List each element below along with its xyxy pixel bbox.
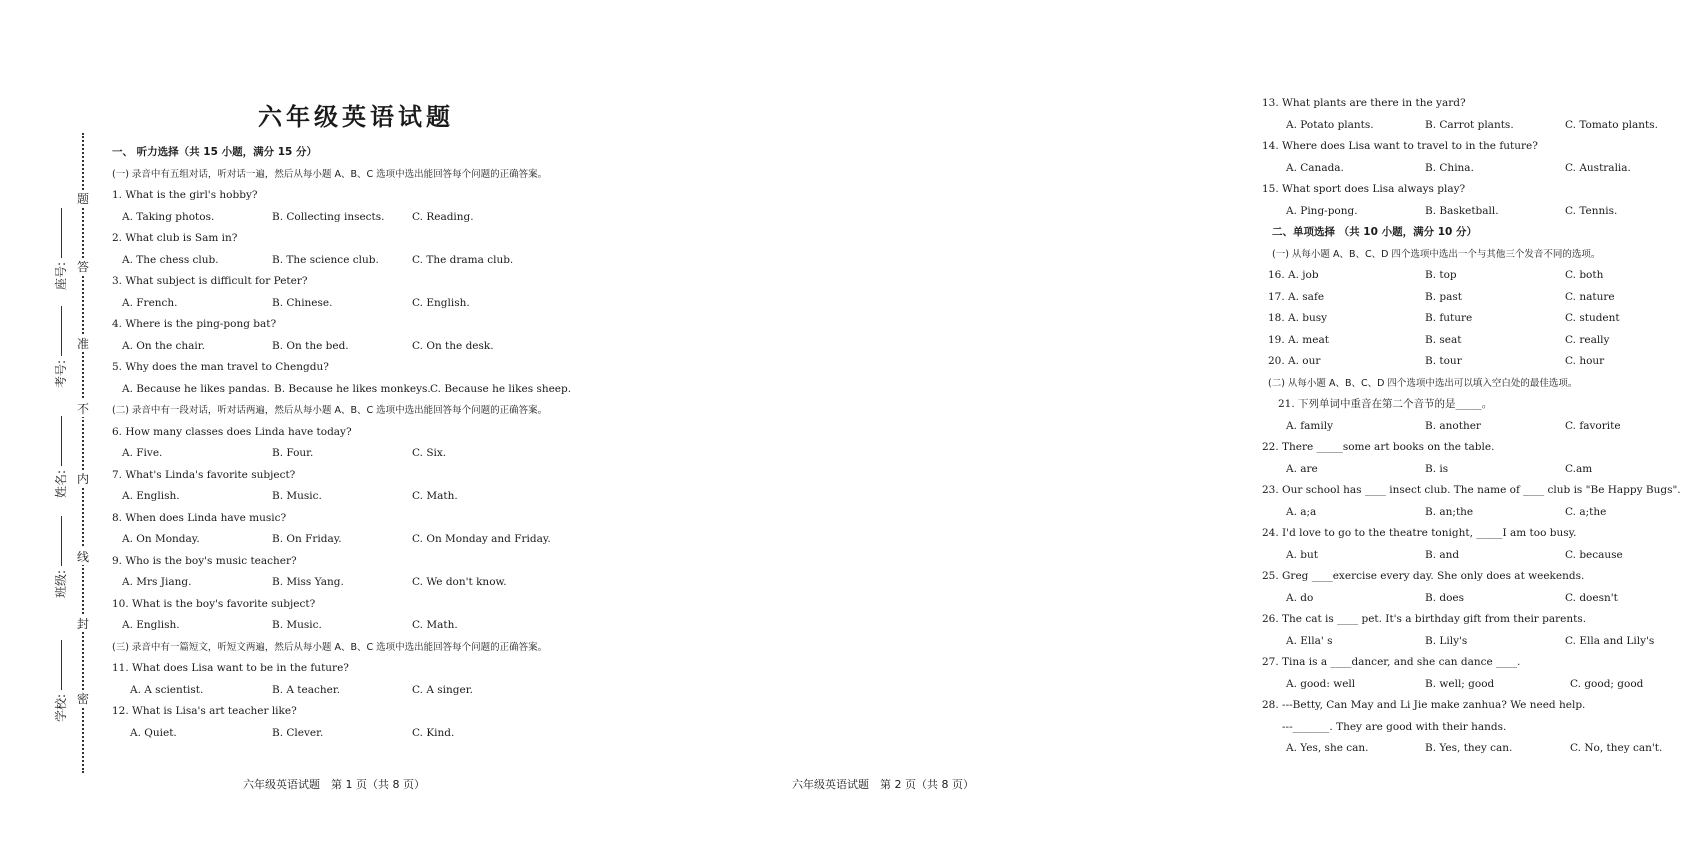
option-b: B. On the bed. bbox=[272, 339, 349, 352]
option-b: B. Music. bbox=[272, 619, 322, 631]
school-label: 学校: bbox=[52, 640, 69, 722]
option-c: C. doesn't bbox=[1565, 591, 1618, 604]
option-b: B. A teacher. bbox=[272, 683, 341, 696]
options bbox=[1262, 330, 1702, 352]
question: 11. What does Lisa want to be in the future? bbox=[112, 662, 349, 674]
option-b: B. China. bbox=[1425, 161, 1474, 174]
option-b: B. The science club. bbox=[272, 253, 379, 266]
question: 8. When does Linda have music? bbox=[112, 511, 287, 524]
question: 21. 下列单词中重音在第二个音节的是_____。 bbox=[1278, 398, 1493, 410]
option-b: B. another bbox=[1425, 419, 1481, 432]
question: 3. What subject is difficult for Peter? bbox=[112, 275, 308, 287]
option-c: C. Australia. bbox=[1565, 161, 1631, 174]
option-a: A. French. bbox=[122, 296, 178, 309]
instruction: (二) 从每小题 A、B、C、D 四个选项中选出可以填入空白处的最佳选项。 bbox=[1268, 377, 1578, 389]
seat-number-label: 座号: bbox=[52, 208, 69, 290]
option-c: C. nature bbox=[1565, 290, 1615, 303]
option-c: C. Six. bbox=[412, 447, 447, 459]
question: 6. How many classes does Linda have today? bbox=[112, 425, 352, 438]
option-b: B. Miss Yang. bbox=[272, 576, 344, 588]
question: 1. What is the girl's hobby? bbox=[112, 189, 258, 201]
option-c: C. We don't know. bbox=[412, 576, 507, 588]
option-b: B. Because he likes monkeys. bbox=[274, 382, 431, 395]
option-b: B. seat bbox=[1425, 333, 1462, 346]
options bbox=[1262, 351, 1702, 373]
seal-char: 线 bbox=[76, 550, 89, 564]
option-a: A. Because he likes pandas. bbox=[122, 382, 270, 395]
option-b: B. tour bbox=[1425, 355, 1462, 367]
option-b: B. Music. bbox=[272, 490, 322, 502]
class-label: 班级: bbox=[52, 516, 69, 598]
section-heading: 一、 听力选择（共 15 小题，满分 15 分） bbox=[112, 146, 318, 158]
question: 13. What plants are there in the yard? bbox=[1262, 97, 1466, 109]
options bbox=[1262, 416, 1702, 438]
option-c: C. Tennis. bbox=[1565, 204, 1618, 217]
options bbox=[1262, 674, 1702, 696]
question: 22. There _____some art books on the table. bbox=[1262, 441, 1495, 453]
option-a: A. a;a bbox=[1286, 505, 1317, 518]
question: 24. I'd love to go to the theatre tonight, _____I am too busy. bbox=[1262, 527, 1577, 539]
options bbox=[112, 293, 562, 315]
question: 10. What is the boy's favorite subject? bbox=[112, 597, 316, 610]
option-c: C. Ella and Lily's bbox=[1565, 634, 1655, 647]
page-footer: 六年级英语试题 第 1 页（共 8 页） bbox=[243, 778, 425, 791]
seal-char: 内 bbox=[76, 472, 89, 486]
options bbox=[1262, 738, 1702, 760]
option-a: A. Canada. bbox=[1286, 161, 1344, 174]
option-a: A. Yes, she can. bbox=[1286, 742, 1369, 754]
question: 15. What sport does Lisa always play? bbox=[1262, 183, 1466, 195]
exam-page-2 bbox=[600, 0, 1681, 849]
options bbox=[112, 443, 562, 465]
option-a: A. A scientist. bbox=[130, 683, 204, 696]
option-c: C. Because he likes sheep. bbox=[430, 382, 572, 395]
option-b: B. Lily's bbox=[1425, 634, 1468, 647]
options bbox=[1262, 115, 1702, 137]
option-b: B. past bbox=[1425, 290, 1462, 303]
options bbox=[1262, 158, 1702, 180]
page-title: 六年级英语试题 bbox=[258, 103, 454, 131]
question: 27. Tina is a ____dancer, and she can dance ____. bbox=[1262, 656, 1521, 668]
option-a: A. do bbox=[1286, 591, 1314, 604]
option-a: A. are bbox=[1286, 462, 1318, 475]
option-a: A. English. bbox=[122, 490, 180, 502]
option-a: A. good: well bbox=[1286, 677, 1356, 690]
seal-char: 答 bbox=[76, 260, 89, 274]
option-b: B. Collecting insects. bbox=[272, 210, 385, 223]
option-c: C. good; good bbox=[1570, 677, 1644, 690]
seal-char: 准 bbox=[76, 337, 89, 351]
question-response: ---_______. They are good with their hands. bbox=[1282, 720, 1507, 733]
options bbox=[1262, 459, 1702, 481]
option-b: B. well; good bbox=[1425, 677, 1495, 690]
question: 4. Where is the ping-pong bat? bbox=[112, 318, 277, 330]
option-b: B. top bbox=[1425, 269, 1457, 281]
option-a: 19. A. meat bbox=[1268, 333, 1329, 346]
option-a: A. The chess club. bbox=[122, 253, 219, 266]
seal-char: 密 bbox=[76, 692, 89, 706]
option-b: B. Four. bbox=[272, 447, 314, 459]
option-c: C. Tomato plants. bbox=[1565, 118, 1658, 131]
option-b: B. an;the bbox=[1425, 505, 1474, 518]
name-label: 姓名: bbox=[52, 416, 69, 498]
option-a: A. English. bbox=[122, 619, 180, 631]
options bbox=[1262, 308, 1702, 330]
question: 26. The cat is ____ pet. It's a birthday gift from their parents. bbox=[1262, 613, 1587, 625]
option-a: 16. A. job bbox=[1268, 269, 1319, 281]
option-a: 20. A. our bbox=[1268, 355, 1321, 367]
option-b: B. future bbox=[1425, 312, 1473, 324]
options bbox=[112, 723, 562, 745]
option-a: A. family bbox=[1286, 419, 1334, 432]
option-b: B. Chinese. bbox=[272, 296, 333, 309]
question: 9. Who is the boy's music teacher? bbox=[112, 554, 297, 567]
option-c: C. really bbox=[1565, 333, 1610, 346]
option-b: B. is bbox=[1425, 462, 1449, 475]
option-a: A. Five. bbox=[122, 447, 163, 459]
options bbox=[112, 379, 572, 401]
option-c: C. Math. bbox=[412, 619, 458, 631]
seal-char: 不 bbox=[76, 402, 89, 416]
instruction: (一) 录音中有五组对话，听对话一遍，然后从每小题 A、B、C 选项中选出能回答每个问题的正确答案。 bbox=[112, 168, 548, 180]
options bbox=[1262, 287, 1702, 309]
option-c: C. On Monday and Friday. bbox=[412, 533, 551, 545]
option-a: A. On the chair. bbox=[122, 339, 205, 352]
option-c: C. A singer. bbox=[412, 683, 473, 696]
options bbox=[112, 486, 562, 508]
option-c: C. because bbox=[1565, 548, 1623, 561]
question: 5. Why does the man travel to Chengdu? bbox=[112, 361, 329, 373]
page-footer: 六年级英语试题 第 2 页（共 8 页） bbox=[792, 778, 974, 791]
exam-number-label: 考号: bbox=[52, 306, 69, 388]
options bbox=[1262, 631, 1702, 653]
option-c: C.am bbox=[1565, 462, 1593, 475]
options bbox=[112, 336, 562, 358]
options bbox=[1262, 588, 1702, 610]
question: 14. Where does Lisa want to travel to in the future? bbox=[1262, 140, 1538, 152]
seal-line bbox=[82, 133, 84, 773]
question: 12. What is Lisa's art teacher like? bbox=[112, 705, 297, 717]
instruction: (一) 从每小题 A、B、C、D 四个选项中选出一个与其他三个发音不同的选项。 bbox=[1272, 248, 1601, 260]
options bbox=[112, 529, 562, 551]
option-a: 18. A. busy bbox=[1268, 312, 1328, 324]
instruction: (二) 录音中有一段对话，听对话两遍，然后从每小题 A、B、C 选项中选出能回答每个问题的正确答案。 bbox=[112, 405, 548, 416]
option-b: B. Clever. bbox=[272, 726, 324, 739]
options bbox=[112, 250, 562, 272]
option-c: C. hour bbox=[1565, 355, 1605, 367]
option-c: C. Math. bbox=[412, 490, 458, 502]
option-c: C. favorite bbox=[1565, 419, 1621, 432]
options bbox=[112, 680, 562, 702]
options bbox=[1262, 265, 1702, 287]
options bbox=[1262, 502, 1702, 524]
option-a: A. Potato plants. bbox=[1286, 118, 1374, 131]
question: 28. ---Betty, Can May and Li Jie make zanhua? We need help. bbox=[1262, 699, 1586, 711]
question: 2. What club is Sam in? bbox=[112, 232, 238, 244]
option-a: A. but bbox=[1286, 548, 1318, 561]
option-a: A. Quiet. bbox=[130, 726, 177, 739]
option-a: A. Ping-pong. bbox=[1286, 204, 1358, 217]
options bbox=[1262, 545, 1702, 567]
options bbox=[112, 615, 562, 637]
options bbox=[112, 207, 562, 229]
option-a: A. Ella' s bbox=[1286, 634, 1333, 647]
option-a: 17. A. safe bbox=[1268, 290, 1325, 303]
page1-content bbox=[112, 142, 572, 744]
option-b: B. does bbox=[1425, 591, 1465, 604]
option-b: B. Basketball. bbox=[1425, 204, 1499, 217]
option-b: B. Carrot plants. bbox=[1425, 118, 1514, 131]
option-a: A. On Monday. bbox=[122, 533, 200, 545]
option-c: C. No, they can't. bbox=[1570, 742, 1663, 754]
question: 25. Greg ____exercise every day. She only does at weekends. bbox=[1262, 570, 1585, 582]
page2-content bbox=[1262, 93, 1702, 760]
option-c: C. The drama club. bbox=[412, 253, 514, 266]
seal-char: 题 bbox=[76, 192, 89, 206]
option-b: B. and bbox=[1425, 548, 1460, 561]
option-c: C. On the desk. bbox=[412, 339, 494, 352]
option-c: C. both bbox=[1565, 269, 1604, 281]
option-a: A. Taking photos. bbox=[122, 210, 215, 223]
instruction: (三) 录音中有一篇短文，听短文两遍，然后从每小题 A、B、C 选项中选出能回答每个问题的正确答案。 bbox=[112, 641, 548, 653]
option-c: C. student bbox=[1565, 312, 1620, 324]
question: 23. Our school has ____ insect club. The name of ____ club is "Be Happy Bugs". bbox=[1262, 484, 1681, 496]
option-b: B. Yes, they can. bbox=[1425, 742, 1513, 754]
option-c: C. Reading. bbox=[412, 210, 474, 223]
seal-char: 封 bbox=[76, 617, 89, 631]
options bbox=[1262, 201, 1702, 223]
question: 7. What's Linda's favorite subject? bbox=[112, 468, 296, 481]
option-a: A. Mrs Jiang. bbox=[122, 576, 192, 588]
option-b: B. On Friday. bbox=[272, 533, 342, 545]
exam-page-1 bbox=[0, 0, 600, 849]
option-c: C. English. bbox=[412, 296, 470, 309]
options bbox=[112, 572, 562, 594]
option-c: C. Kind. bbox=[412, 726, 455, 739]
section-heading: 二、单项选择 （共 10 小题，满分 10 分） bbox=[1272, 226, 1478, 238]
option-c: C. a;the bbox=[1565, 505, 1607, 518]
